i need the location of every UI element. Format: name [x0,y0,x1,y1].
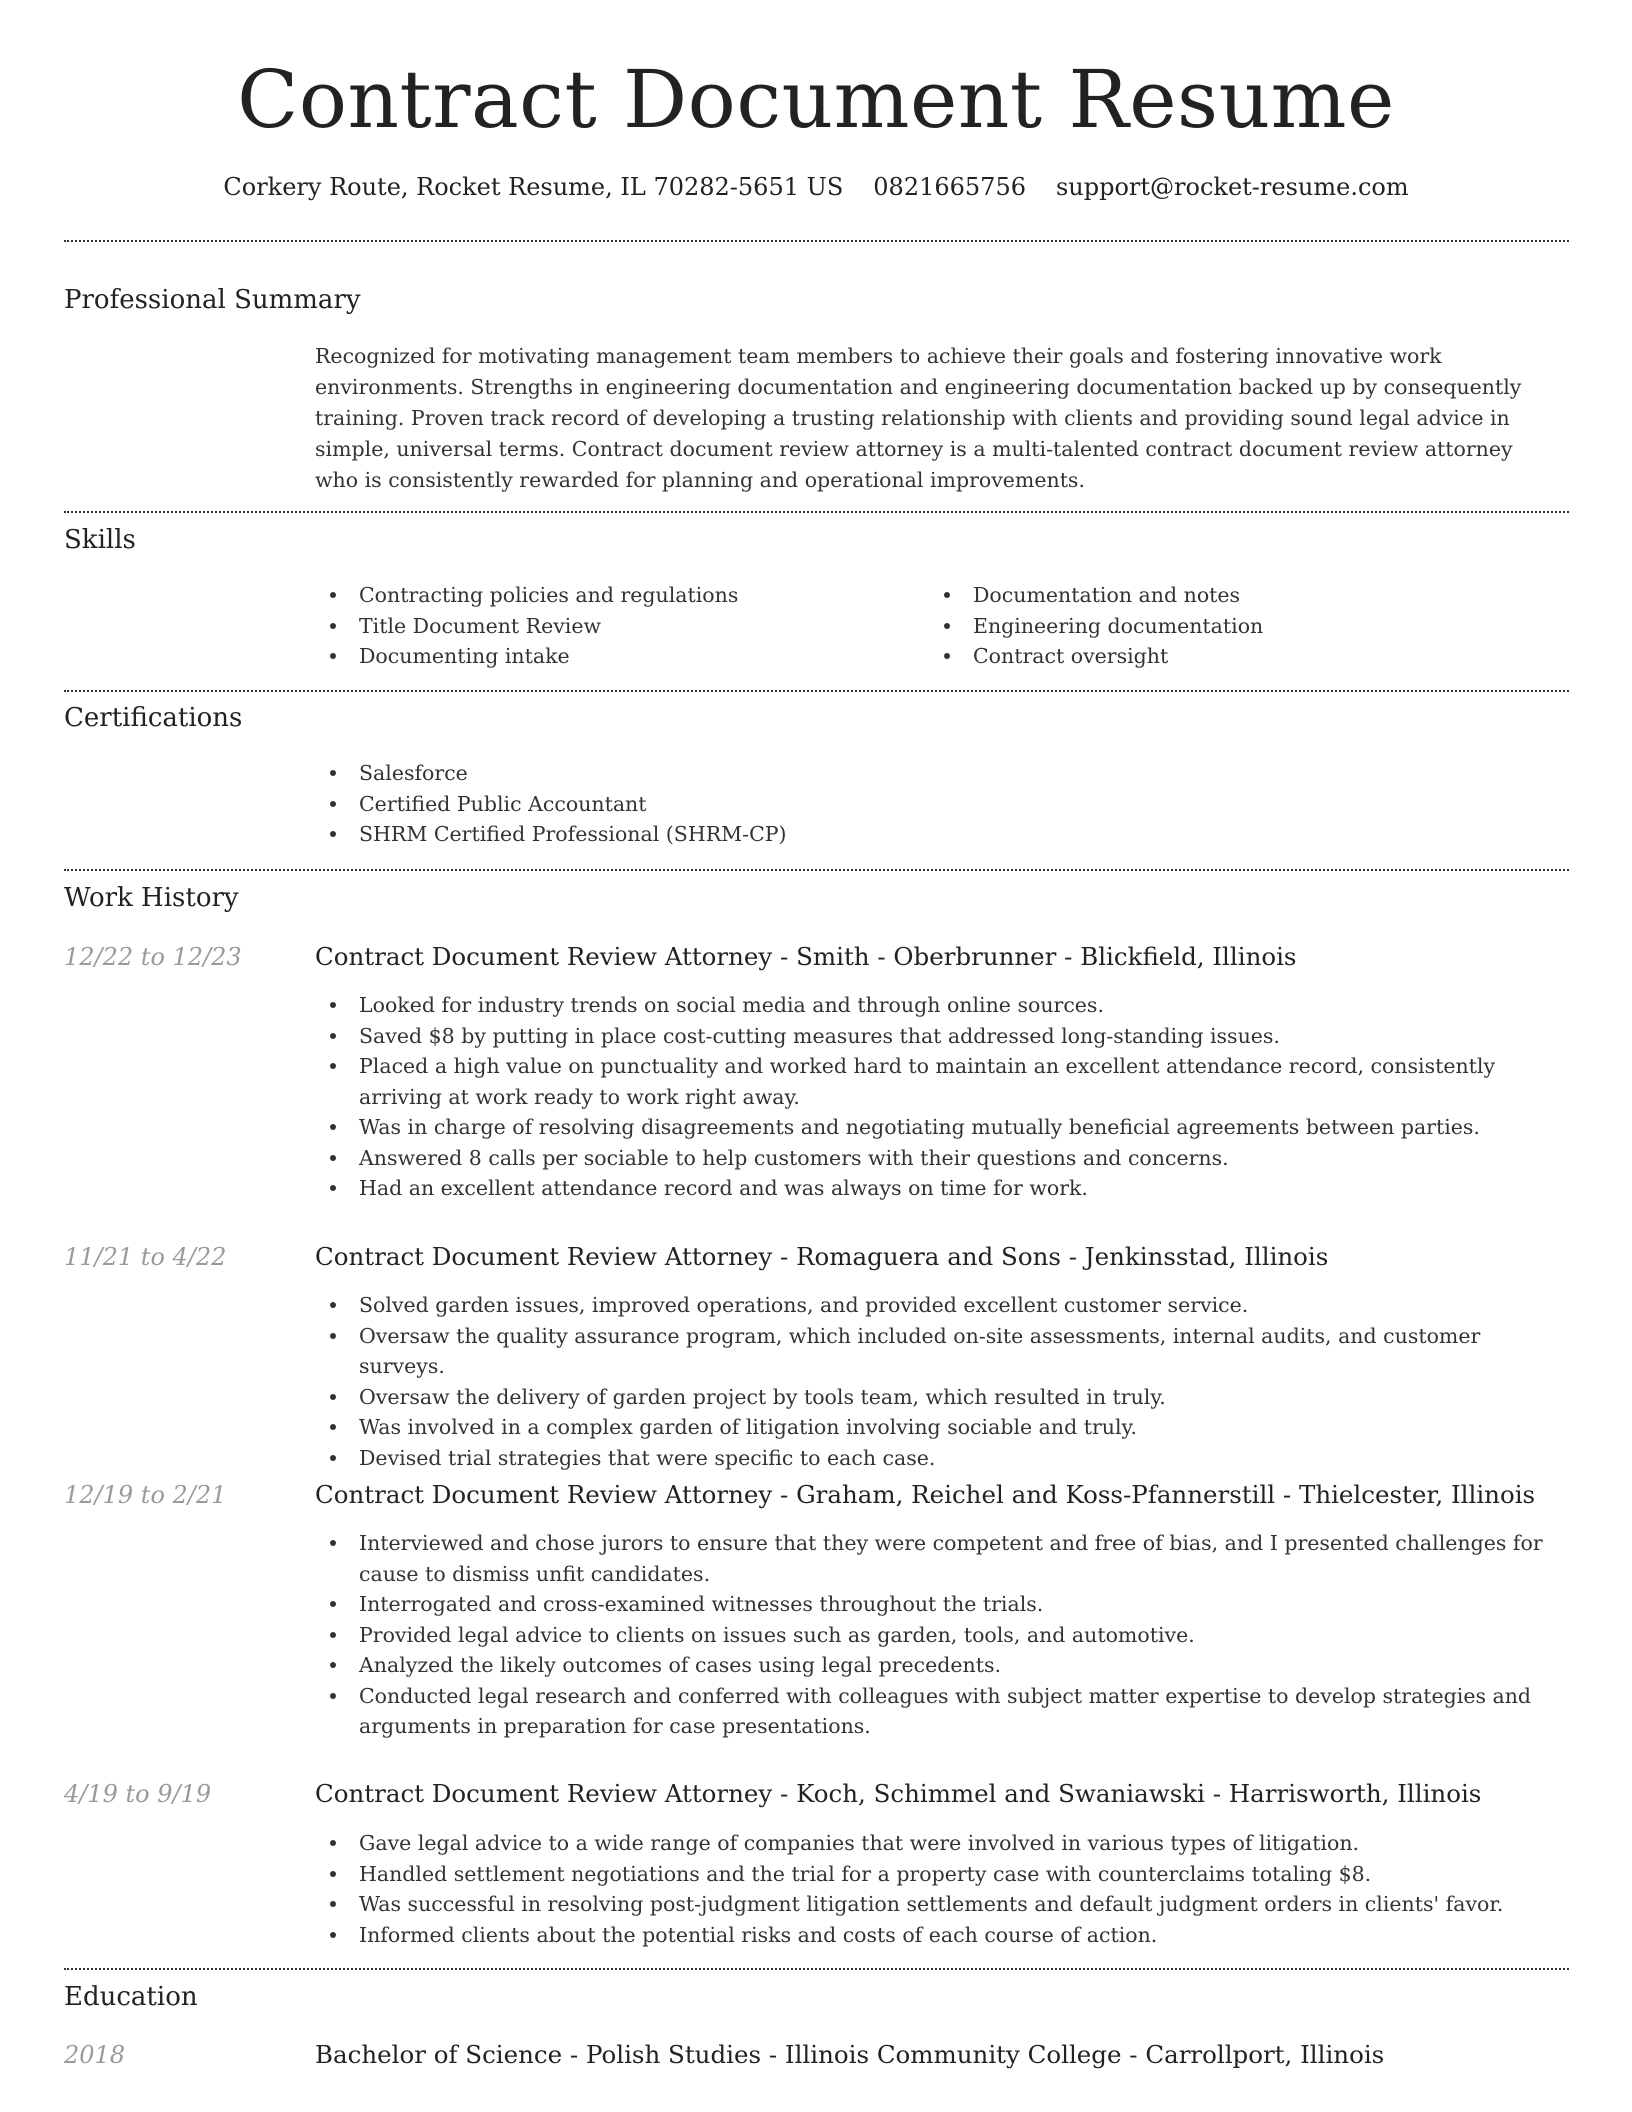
job-bullet: Analyzed the likely outcomes of cases using legal precedents. [315,1650,1560,1681]
skills-list-right [929,580,1529,672]
job-bullet: Oversaw the quality assurance program, which included on-site assessments, internal audits, and customer surveys. [315,1321,1560,1382]
contact-address: Corkery Route, Rocket Resume, IL 70282-5651 US [223,173,844,201]
job-bullet: Was involved in a complex garden of litigation involving sociable and truly. [315,1412,1560,1443]
job-heading: Contract Document Review Attorney - Smith - Oberbrunner - Blickfield, Illinois [315,942,1297,971]
section-divider [64,511,1569,513]
job-bullet: Interviewed and chose jurors to ensure that they were competent and free of bias, and I presented challenges for cause to dismiss unfit candidates. [315,1528,1560,1589]
job-bullet: Was successful in resolving post-judgment litigation settlements and default judgment orders in clients' favor. [315,1889,1560,1920]
job-dates: 11/21 to 4/22 [64,1243,227,1271]
skill-item: Documentation and notes [929,580,1529,611]
job-heading: Contract Document Review Attorney - Koch, Schimmel and Swaniawski - Harrisworth, Illinois [315,1779,1482,1808]
certification-item: Salesforce [315,758,1560,789]
certifications-heading: Certifications [64,703,243,733]
skills-list-left [315,580,915,672]
job-bullet: Oversaw the delivery of garden project by tools team, which resulted in truly. [315,1382,1560,1413]
skill-item: Engineering documentation [929,611,1529,642]
section-divider [64,869,1569,871]
job-bullet: Handled settlement negotiations and the trial for a property case with counterclaims totaling $8. [315,1859,1560,1890]
section-divider [64,1968,1569,1970]
job-bullet: Was in charge of resolving disagreements and negotiating mutually beneficial agreements between parties. [315,1112,1560,1143]
summary-heading: Professional Summary [64,285,361,315]
job-bullet: Solved garden issues, improved operations, and provided excellent customer service. [315,1290,1560,1321]
job-bullets [315,990,1560,1204]
job-bullet: Saved $8 by putting in place cost-cutting measures that addressed long-standing issues. [315,1021,1560,1052]
certification-item: Certified Public Accountant [315,789,1560,820]
job-bullet: Placed a high value on punctuality and worked hard to maintain an excellent attendance record, consistently arriving at work ready to work right away. [315,1051,1560,1112]
skill-item: Contracting policies and regulations [315,580,915,611]
job-bullet: Had an excellent attendance record and was always on time for work. [315,1173,1560,1204]
job-bullet: Devised trial strategies that were specific to each case. [315,1443,1560,1474]
job-bullets [315,1528,1560,1742]
job-bullet: Interrogated and cross-examined witnesses throughout the trials. [315,1589,1560,1620]
resume-name: Contract Document Resume [237,53,1395,146]
job-dates: 4/19 to 9/19 [64,1780,212,1808]
job-bullet: Provided legal advice to clients on issues such as garden, tools, and automotive. [315,1620,1560,1651]
job-bullet: Conducted legal research and conferred with colleagues with subject matter expertise to develop strategies and arguments in preparation for case presentations. [315,1681,1560,1742]
job-bullets [315,1828,1560,1950]
skill-item: Contract oversight [929,641,1529,672]
education-heading-line: Bachelor of Science - Polish Studies - Illinois Community College - Carrollport, Illinois [315,2040,1385,2069]
section-divider [64,690,1569,692]
skill-item: Title Document Review [315,611,915,642]
job-heading: Contract Document Review Attorney - Romaguera and Sons - Jenkinsstad, Illinois [315,1242,1329,1271]
contact-email: support@rocket-resume.com [1055,173,1409,201]
certification-item: SHRM Certified Professional (SHRM-CP) [315,819,1560,850]
skill-item: Documenting intake [315,641,915,672]
job-dates: 12/19 to 2/21 [64,1481,227,1509]
contact-phone: 0821665756 [873,173,1026,201]
job-bullet: Answered 8 calls per sociable to help customers with their questions and concerns. [315,1143,1560,1174]
job-bullets [315,1290,1560,1473]
work-history-heading: Work History [64,883,239,913]
contact-line [0,171,1632,203]
summary-text: Recognized for motivating management team members to achieve their goals and fostering innovative work environments. Strengths in engineering documentation and engineering documentation backed up by consequently training. Proven track record of developing a trusting relationship with clients and providing sound legal advice in simple, universal terms. Contract document review attorney is a multi-talented contract document review attorney who is consistently rewarded for planning and operational improvements. [315,344,1522,492]
section-divider [64,240,1569,242]
certifications-list [315,758,1560,850]
job-bullet: Looked for industry trends on social media and through online sources. [315,990,1560,1021]
job-dates: 12/22 to 12/23 [64,943,242,971]
education-heading: Education [64,1982,198,2012]
education-year: 2018 [64,2041,126,2069]
job-bullet: Informed clients about the potential risks and costs of each course of action. [315,1920,1560,1951]
job-bullet: Gave legal advice to a wide range of companies that were involved in various types of litigation. [315,1828,1560,1859]
skills-heading: Skills [64,525,136,555]
job-heading: Contract Document Review Attorney - Graham, Reichel and Koss-Pfannerstill - Thielcester, Illinois [315,1480,1536,1509]
